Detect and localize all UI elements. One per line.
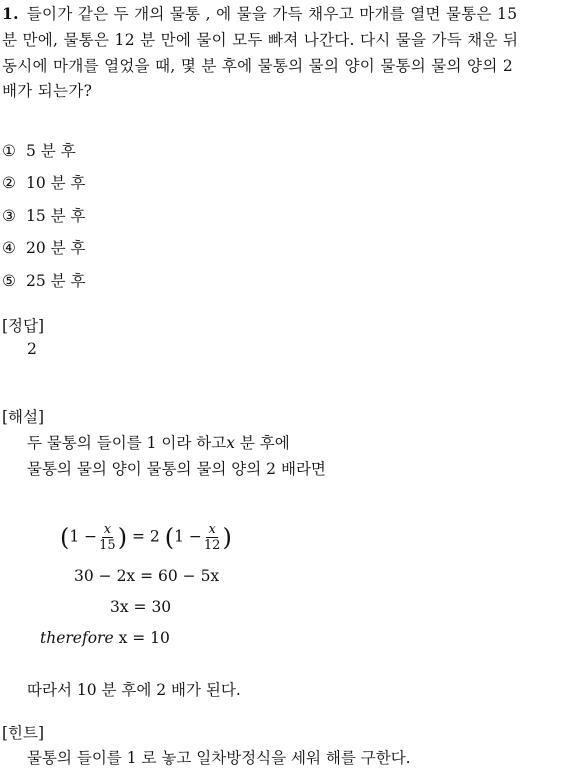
choice-4[interactable] <box>2 236 86 258</box>
equation-4 <box>40 629 170 647</box>
fraction <box>204 522 221 553</box>
eq-term: x = 10 <box>118 629 170 647</box>
choice-text: 20 분 후 <box>26 239 86 257</box>
choice-text: 5 분 후 <box>26 142 76 160</box>
question-line-4: 배가 되는가? <box>2 82 93 100</box>
choice-mark: ② <box>2 174 16 192</box>
eq-term: = 2 <box>132 527 160 546</box>
explanation-line-1 <box>27 431 290 453</box>
hint-text: 물통의 들이를 1 로 놓고 일차방정식을 세워 해를 구한다. <box>27 749 411 767</box>
answer-label: [정답] <box>2 317 45 335</box>
answer-value: 2 <box>27 340 37 358</box>
choice-mark: ③ <box>2 207 16 225</box>
choice-3[interactable] <box>2 204 86 226</box>
frac-num: x <box>208 522 216 537</box>
frac-den: 12 <box>203 538 221 553</box>
equation-3: 3x = 30 <box>110 598 172 616</box>
fraction <box>99 522 116 553</box>
hint-label: [힌트] <box>2 724 45 742</box>
explanation-conclusion: 따라서 10 분 후에 2 배가 된다. <box>27 681 241 699</box>
choice-mark: ④ <box>2 239 16 257</box>
choice-text: 25 분 후 <box>26 272 86 290</box>
equation-2: 30 − 2x = 60 − 5x <box>74 567 220 585</box>
frac-num: x <box>103 522 112 537</box>
therefore-word: therefore <box>40 629 114 647</box>
choice-mark: ⑤ <box>2 272 16 290</box>
question-text-1: 들이가 같은 두 개의 물통 , 에 물을 가득 채우고 마개를 열면 물통은 15 <box>26 5 518 23</box>
choice-1[interactable] <box>2 139 76 161</box>
choice-text: 15 분 후 <box>26 207 86 225</box>
equation-1: (1 − $\frac{x}{15}$ ) = 2 (1 − $\frac{x}{12}$ ) <box>60 522 232 553</box>
choice-text: 10 분 후 <box>26 174 86 192</box>
variable-x: x <box>226 434 235 452</box>
explanation-text: 두 물통의 들이를 1 이라 하고 <box>27 434 227 452</box>
eq-term: 1 − <box>69 527 98 546</box>
choice-5[interactable] <box>2 269 86 291</box>
question-line-1 <box>2 2 517 24</box>
choice-mark: ① <box>2 142 16 160</box>
choice-2[interactable] <box>2 171 86 193</box>
eq-term: 1 − <box>174 527 202 546</box>
explanation-label: [해설] <box>2 408 45 426</box>
question-number: 1. <box>2 4 19 23</box>
explanation-line-2: 물통의 물의 양이 물통의 물의 양의 2 배라면 <box>27 460 326 478</box>
question-line-3: 동시에 마개를 열었을 때, 몇 분 후에 물통의 물의 양이 물통의 물의 양의 2 <box>2 57 513 75</box>
explanation-text: 분 후에 <box>234 434 290 452</box>
frac-den: 15 <box>99 538 116 553</box>
question-line-2: 분 만에, 물통은 12 분 만에 물이 모두 빠져 나간다. 다시 물을 가득 채운 뒤 <box>2 31 519 49</box>
